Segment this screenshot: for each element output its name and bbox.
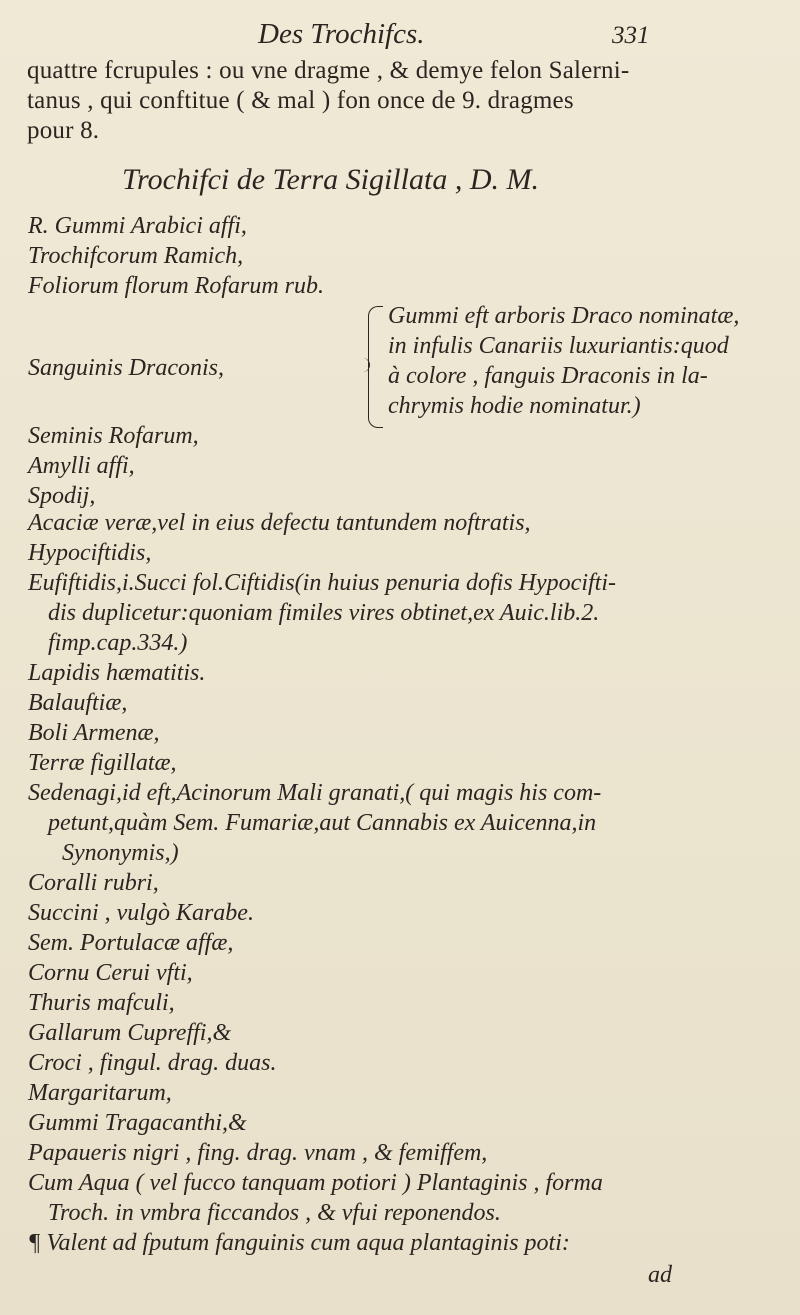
ingredient-line: Amylli affi,	[28, 453, 135, 479]
ingredient-line: Papaueris nigri , fing. drag. vnam , & femiffem,	[28, 1140, 488, 1166]
catchword: ad	[648, 1262, 672, 1288]
ingredient-line: Troch. in vmbra ficcandos , & vfui reponendos.	[48, 1200, 501, 1226]
ingredient-line: Boli Armenæ,	[28, 720, 160, 746]
recipe-title: Trochifci de Terra Sigillata , D. M.	[122, 163, 539, 196]
page-number: 331	[612, 22, 650, 49]
ingredient-line: Seminis Rofarum,	[28, 423, 199, 449]
ingredient-line: Cornu Cerui vfti,	[28, 960, 193, 986]
bracket-line: à colore , fanguis Draconis in la-	[388, 363, 708, 389]
ingredient-line: Thuris mafculi,	[28, 990, 175, 1016]
ingredient-line: Sem. Portulacæ affæ,	[28, 930, 234, 956]
curly-brace	[368, 306, 383, 428]
ingredient-line: Hypociftidis,	[28, 540, 152, 566]
ingredient-line: fimp.cap.334.)	[48, 630, 188, 656]
bracket-line: in infulis Canariis luxuriantis:quod	[388, 333, 729, 359]
ingredient-line: Synonymis,)	[62, 840, 179, 866]
ingredient-line: Eufiftidis,i.Succi fol.Ciftidis(in huius penuria dofis Hypocifti-	[28, 570, 616, 596]
running-title: Des Trochifcs.	[258, 18, 425, 50]
ingredient-line: Succini , vulgò Karabe.	[28, 900, 254, 926]
ingredient-line: Acaciæ veræ,vel in eius defectu tantundem noftratis,	[28, 510, 531, 536]
ingredient-line: dis duplicetur:quoniam fimiles vires obtinet,ex Auic.lib.2.	[48, 600, 600, 626]
ingredient-line: petunt,quàm Sem. Fumariæ,aut Cannabis ex Auicenna,in	[48, 810, 597, 836]
bracket-label: Sanguinis Draconis,	[28, 355, 225, 381]
ingredient-line: Margaritarum,	[28, 1080, 172, 1106]
ingredient-line: Lapidis hæmatitis.	[28, 660, 206, 686]
ingredient-line: Spodij,	[28, 483, 96, 509]
ingredient-line: Sedenagi,id eft,Acinorum Mali granati,( qui magis his com-	[28, 780, 602, 806]
ingredient-line: Coralli rubri,	[28, 870, 159, 896]
ingredient-line: Gummi Tragacanthi,&	[28, 1110, 247, 1136]
ingredient-line: R. Gummi Arabici affi,	[28, 213, 247, 239]
intro-line: tanus , qui conftitue ( & mal ) fon once de 9. dragmes	[27, 87, 574, 114]
ingredient-line: Foliorum florum Rofarum rub.	[28, 273, 325, 299]
bracket-line: chrymis hodie nominatur.)	[388, 393, 641, 419]
ingredient-line: Balauftiæ,	[28, 690, 128, 716]
intro-line: pour 8.	[27, 117, 100, 144]
ingredient-line: Terræ figillatæ,	[28, 750, 177, 776]
ingredient-line: Trochifcorum Ramich,	[28, 243, 244, 269]
paragraph-line: ¶ Valent ad fputum fanguinis cum aqua plantaginis poti:	[28, 1230, 570, 1256]
intro-line: quattre fcrupules : ou vne dragme , & demye felon Salerni-	[27, 57, 630, 84]
ingredient-line: Cum Aqua ( vel fucco tanquam potiori ) Plantaginis , forma	[28, 1170, 603, 1196]
bracket-line: Gummi eft arboris Draco nominatæ,	[388, 303, 740, 329]
ingredient-line: Gallarum Cupreffi,&	[28, 1020, 232, 1046]
ingredient-line: Croci , fingul. drag. duas.	[28, 1050, 277, 1076]
